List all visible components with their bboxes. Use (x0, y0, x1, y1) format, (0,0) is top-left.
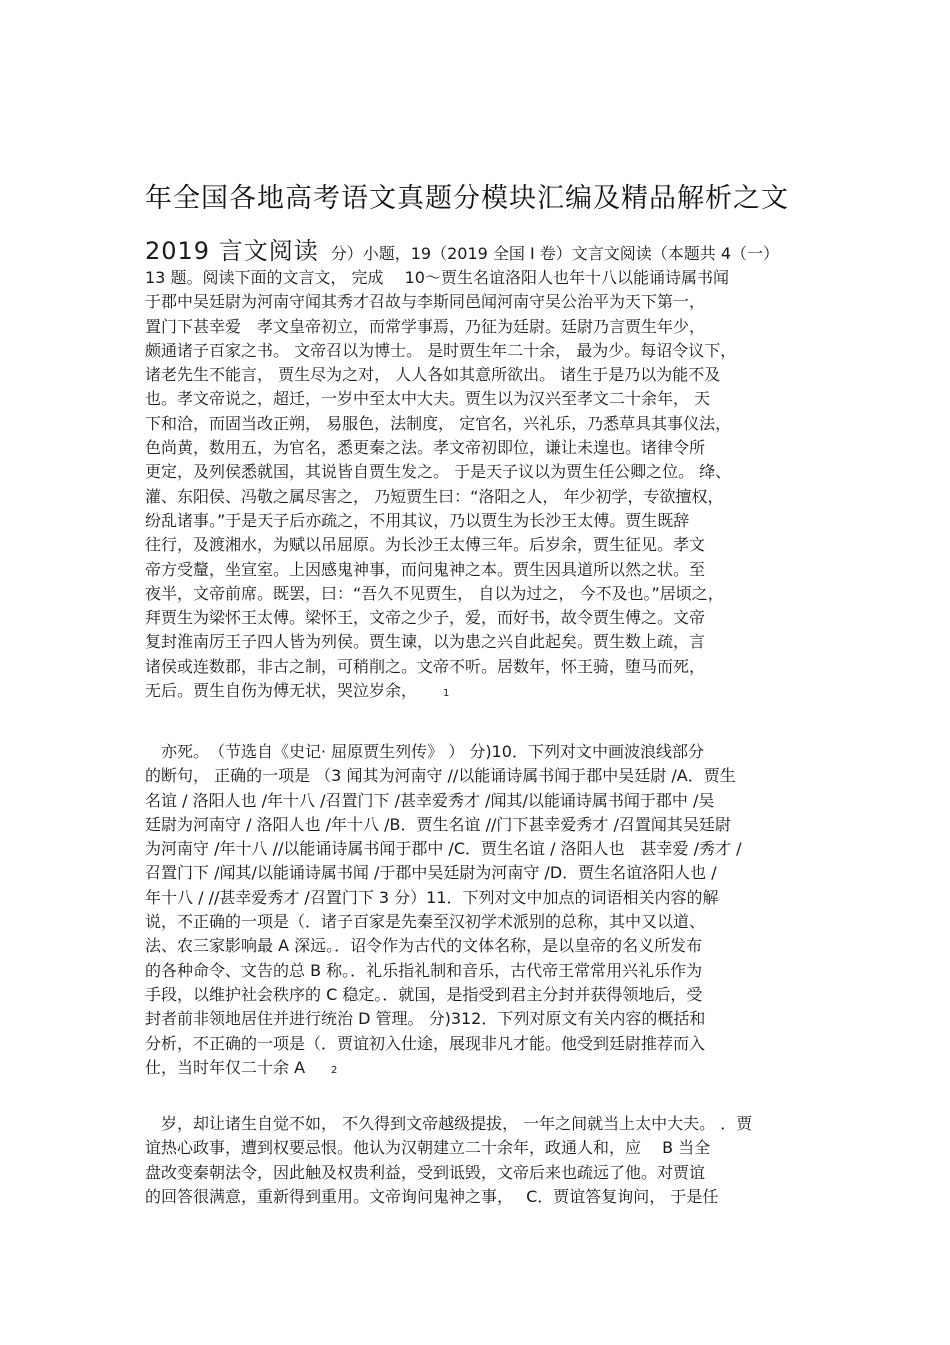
line-text: 色尚黄，数用五，为官名，悉更秦之法。孝文帝初即位，谦让未遑也。诸律令所 (145, 438, 706, 458)
line-text: 下和洽，而固当改正朔， 易服色，法制度， 定官名，兴礼乐，乃悉草具其事仪法， (145, 413, 732, 433)
line-text: 纷乱诸事。”于是天子后亦疏之，不用其议，乃以贾生为长沙王太傅。贾生既辞 (145, 510, 690, 530)
line-text: 无后。贾生自伤为傅无状，哭泣岁余， (145, 681, 418, 701)
line-text: 诸老先生不能言， 贾生尽为之对， 人人各如其意所欲出。 诸生于是乃以为能不及 (145, 365, 721, 385)
text-line (145, 1007, 805, 1031)
text-line (145, 959, 805, 983)
line-text: 往行，及渡湘水，为赋以吊屈原。为长沙王太傅三年。后岁余，贾生征见。孝文 (145, 535, 706, 555)
line-text: 的回答很满意，重新得到重用。文帝询问鬼神之事， C．贾谊答复询问， 于是任 (145, 1186, 719, 1206)
line-text: 岁，却让诸生自觉不如， 不久得到文帝越级提拔， 一年之间就当上太中大夫。 ．贾 (145, 1114, 753, 1133)
line-text: 也。孝文帝说之，超迁，一岁中至太中大夫。贾生以为汉兴至孝文二十余年， 天 (145, 389, 711, 409)
line-text: 复封淮南厉王子四人皆为列侯。贾生谏，以为患之兴自此起矣。贾生数上疏，言 (145, 632, 706, 652)
line-text: 手段，以维护社会秩序的 C 稳定。．就国，是指受到君主分封并获得领地后，受 (145, 984, 703, 1004)
text-line (145, 983, 805, 1007)
subtitle-main: 2019 言文阅读 (145, 237, 319, 265)
text-line (145, 910, 805, 934)
text-line (145, 679, 805, 703)
text-line (145, 412, 805, 436)
line-text: 谊热心政事，遭到权要忌恨。他认为汉朝建立二十余年，政通人和，应 B 当全 (145, 1138, 711, 1158)
text-line (145, 266, 805, 290)
line-text: 拜贾生为梁怀王太傅。梁怀王，文帝之少子，爱，而好书，故令贾生傅之。文帝 (145, 608, 706, 628)
text-line (145, 606, 805, 630)
line-text: 的各种命令、文告的总 B 称。．礼乐指礼制和音乐，古代帝王常常用兴礼乐作为 (145, 960, 703, 980)
text-line (145, 837, 805, 861)
text-line (145, 1112, 805, 1136)
text-line (145, 1161, 805, 1185)
line-text: 的断句， 正确的一项是 （3 闻其为河南守 //以能诵诗属书闻于郡中吴廷尉 /A．贾生 (145, 766, 736, 786)
subtitle-detail: 分）小题，19（2019 全国 I 卷）文言文阅读（本题共 4（一） (330, 244, 780, 263)
text-line (145, 630, 805, 654)
text-line (145, 485, 805, 509)
line-text: 盘改变秦朝法令，因此触及权贵利益，受到诋毁，文帝后来也疏远了他。对贾谊 (145, 1162, 706, 1182)
line-text: 法、农三家影响最 A 深远。．诏令作为古代的文体名称，是以皇帝的名义所发布 (145, 936, 703, 956)
line-text: 13 题。阅读下面的文言文， 完成 10～贾生名谊洛阳人也年十八以能诵诗属书闻 (145, 268, 729, 287)
line-text: 于郡中吴廷尉为河南守闻其秀才召故与李斯同邑闻河南守吴公治平为天下第一， (145, 292, 706, 312)
text-line (145, 861, 805, 885)
text-line (145, 460, 805, 484)
line-text: 封者前非领地居住并进行统治 D 管理。 分)312．下列对原文有关内容的概括和 (145, 1009, 706, 1029)
text-line (145, 1136, 805, 1160)
line-text: 置门下甚幸爱 孝文皇帝初立，而常学事焉，乃征为廷尉。廷尉乃言贾生年少， (145, 316, 706, 336)
text-line (145, 582, 805, 606)
line-text: 廷尉为河南守 / 洛阳人也 /年十八 /B．贾生名谊 //门下甚幸爱秀才 /召置闻其吴廷尉 (145, 814, 731, 834)
text-line (145, 764, 805, 788)
text-line (145, 558, 805, 582)
text-line (145, 1185, 805, 1209)
line-text: 颇通诸子百家之书。 文帝召以为博士。 是时贾生年二十余， 最为少。每诏令议下， (145, 340, 737, 360)
line-text: 亦死。 （节选自《史记· 屈原贾生列传》 ） 分)10．下列对文中画波浪线部分 (145, 742, 704, 761)
line-text: 灌、东阳侯、冯敬之属尽害之， 乃短贾生曰：“洛阳之人， 年少初学，专欲擅权， (145, 486, 724, 506)
text-line (145, 813, 805, 837)
text-line (145, 509, 805, 533)
text-line (145, 934, 805, 958)
text-line (145, 740, 805, 764)
paragraph-block-2 (145, 740, 805, 1080)
text-line (145, 436, 805, 460)
text-line (145, 1056, 805, 1080)
line-text: 为河南守 /年十八 //以能诵诗属书闻于郡中 /C．贾生名谊 / 洛阳人也 甚幸爱 /秀才 / (145, 839, 742, 859)
line-text: 分析，不正确的一项是（．贾谊初入仕途，展现非凡才能。他受到廷尉推荐而入 (145, 1033, 706, 1053)
text-line (145, 387, 805, 411)
line-text: 夜半，文帝前席。既罢，曰：“吾久不见贾生， 自以为过之， 今不及也。”居顷之， (145, 583, 724, 603)
document-subtitle (145, 231, 779, 266)
page-number: 2 (331, 1064, 338, 1076)
line-text: 年十八 / //甚幸爱秀才 /召置门下 3 分）11．下列对文中加点的词语相关内容的解 (145, 887, 719, 907)
line-text: 诸侯或连数郡，非古之制，可稍削之。文帝不听。居数年，怀王骑，堕马而死， (145, 656, 706, 676)
text-line (145, 655, 805, 679)
line-text: 名谊 / 洛阳人也 /年十八 /召置门下 /甚幸爱秀才 /闻其/以能诵诗属书闻于郡中 /吴 (145, 790, 715, 810)
document-title: 年全国各地高考语文真题分模块汇编及精品解析之文 (145, 183, 789, 214)
text-line (145, 789, 805, 813)
paragraph-block-3 (145, 1112, 805, 1209)
text-line (145, 315, 805, 339)
text-line (145, 886, 805, 910)
paragraph-block-1 (145, 266, 805, 703)
line-text: 仕，当时年仅二十余 A (145, 1057, 306, 1077)
page-number: 1 (443, 688, 450, 700)
line-text: 说，不正确的一项是（．诸子百家是先秦至汉初学术派别的总称，其中又以道、 (145, 912, 706, 932)
line-text: 召置门下 /闻其/以能诵诗属书闻 /于郡中吴廷尉为河南守 /D．贾生名谊洛阳人也 / (145, 863, 717, 883)
line-text: 更定，及列侯悉就国，其说皆自贾生发之。 于是天子议以为贾生任公卿之位。 绛、 (145, 462, 732, 482)
text-line (145, 363, 805, 387)
text-line (145, 533, 805, 557)
text-line (145, 339, 805, 363)
text-line (145, 290, 805, 314)
text-line (145, 1032, 805, 1056)
line-text: 帝方受釐，坐宣室。上因感鬼神事，而问鬼神之本。贾生因具道所以然之状。至 (145, 559, 706, 579)
